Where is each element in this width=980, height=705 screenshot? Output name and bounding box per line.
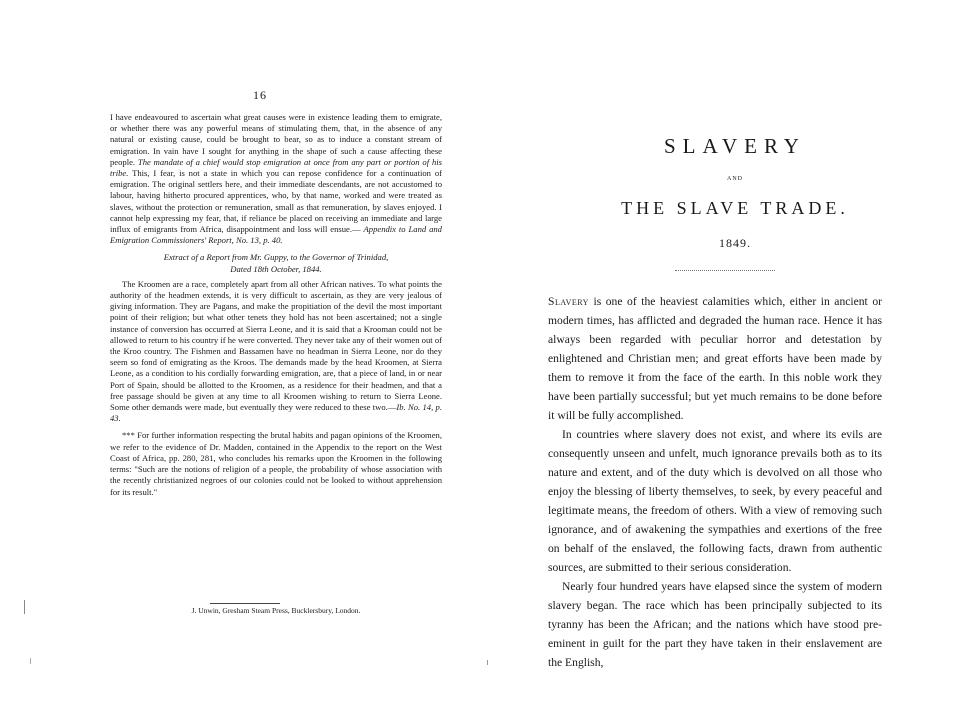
right-paragraph-2: In countries where slavery does not exist, and where its evils are consequently unseen and unfelt, much ignorance prevails both as to its nature and extent, and of the duty which is devolved on all those who enjoy the blessing of liberty themselves, to seek, by every peaceful and legitimate means, the freedom of others. With a view of removing such ignorance, and of awakening the sympathies and exertions of the free on behalf of the enslaved, the following facts, drawn from authentic sources, are submitted to their serious consideration. bbox=[548, 428, 882, 574]
left-paragraph-1 bbox=[110, 112, 442, 246]
subtitle: THE SLAVE TRADE. bbox=[621, 198, 849, 218]
right-page bbox=[490, 0, 980, 705]
right-paragraph-3: Nearly four hundred years have elapsed since the system of modern slavery began. The race which has been principally subjected to its tyranny has been the African; and the nations which have stood pre-eminent in guilt for the part they have taken in their enslavement are the English, bbox=[548, 580, 882, 669]
left-paragraph-1-italic: The mandate of a chief would stop emigration at once from any part or portion of his tribe. bbox=[110, 156, 442, 179]
printer-divider bbox=[210, 603, 280, 604]
left-paragraph-2-text: The Kroomen are a race, completely apart from all other African natives. To what points the authority of the headmen extends, it is very difficult to ascertain, as they are very jealous of giving information. They are Pagans, and make the propitiation of the devil the most important point of their religion; but what other tenets they hold has not been ascertained; not a single instance of conversion has occurred at Sierra Leone, and it is said that a Krooman could not be allowed to return to his country if he were converted. They never take any of their women out of the Kroo country. The Fishmen and Bassamen have no headman in Sierra Leone, nor do they seem so fond of emigrating as the Kroos. The demands made by the head Kroomen, at Sierra Leone, as a condition to his cordially forwarding emigration, are, that a piece of land, in or near Port of Spain, should be allotted to the Kroomen, as a residence for their headmen, and that a free passage should be given at any time to all Kroomen wishing to return to Sierra Leone. Some other demands were made, but eventually they were reduced to these two.— bbox=[110, 278, 442, 413]
left-paragraph-1-text: I have endeavoured to ascertain what great causes were in existence leading them to emigrate, or whether there was any powerful means of stimulating them, that, in the absence of any natural or existing cause, could be brought to bear, so as to induce a constant stream of emigration. In vain have I sought for anything in the shape of such a cause affecting these people. bbox=[110, 112, 442, 167]
title-divider bbox=[675, 270, 775, 271]
publication-year: 1849. bbox=[719, 236, 751, 250]
title: SLAVERY bbox=[664, 134, 806, 158]
right-paragraph-1-text: is one of the heaviest calamities which, either in ancient or modern times, has afflicted and degraded the human race. Hence it has always been regarded with peculiar horror and detestation by enlightened and Christian men; and great efforts have been made by them to remove it from the face of the earth. In this noble work they have been partially successful; but yet much remains to be done before it will be fully accomplished. bbox=[548, 295, 882, 422]
right-page-body bbox=[548, 292, 882, 672]
left-page-body bbox=[110, 112, 442, 498]
lead-word: Slavery bbox=[548, 295, 589, 308]
right-paragraph-1 bbox=[548, 292, 882, 425]
left-paragraph-1-citation: Appendix to Land and Emigration Commissioners' Report, No. 13, p. 40. bbox=[110, 224, 442, 246]
page-number: 16 bbox=[253, 88, 267, 102]
left-paragraph-2-citation: Ib. No. 14, p. 43. bbox=[110, 402, 442, 424]
extract-heading-line-1: Extract of a Report from Mr. Guppy, to the Governor of Trinidad, bbox=[163, 252, 389, 263]
left-paragraph-2 bbox=[110, 279, 442, 425]
extract-heading-line-2: Dated 18th October, 1844. bbox=[230, 263, 322, 274]
printer-imprint: J. Unwin, Gresham Steam Press, Bucklersbury, London. bbox=[191, 606, 361, 615]
left-paragraph-1-continuation: This, I fear, is not a state in which you can repose confidence for a continuation of emigration. The original settlers here, and their immediate descendants, are not accustomed to labour, having hitherto procured apprentices, who, by that name, worked and were treated as slaves, without the protection or remuneration, small as that remuneration, by slaves enjoyed. I cannot help expressing my fear, that, if reliance be placed on receiving an immediate and large influx of emigrants from Africa, disappointment and loss will ensue.— bbox=[110, 168, 442, 235]
footnote: *** For further information respecting the brutal habits and pagan opinions of the Kroomen, we refer to the evidence of Dr. Madden, contained in the Appendix to the report on the West Coast of Africa, pp. 280, 281, who concludes his remarks upon the Kroomen in the following terms: "Such are the notions of religion of a people, the probability of whose association with the recently christianized negroes of our colonies could not be looked to without apprehension for its result." bbox=[110, 430, 442, 497]
extract-heading bbox=[110, 252, 442, 274]
title-conjunction: AND bbox=[727, 176, 743, 182]
